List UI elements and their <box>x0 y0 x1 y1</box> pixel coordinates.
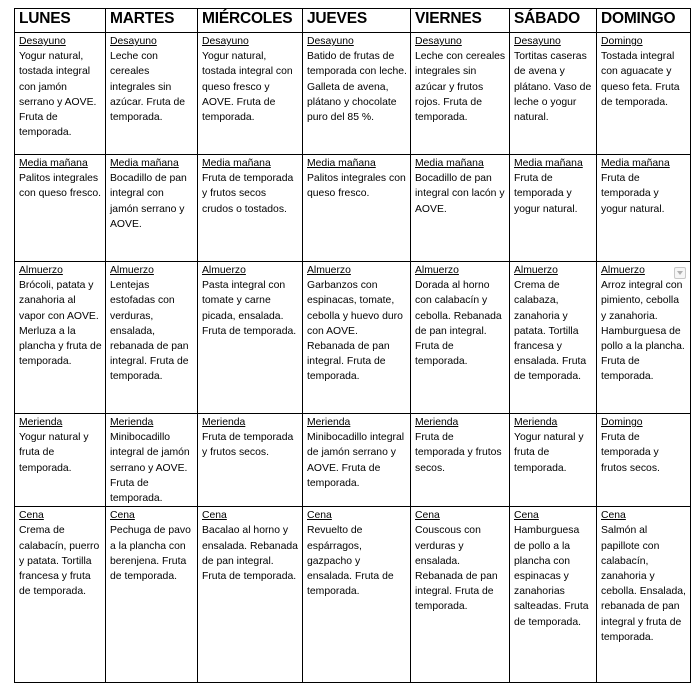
day-header-domingo[interactable]: DOMINGO <box>597 9 691 33</box>
meal-description: Palitos integrales con queso fresco. <box>307 173 406 200</box>
meal-description: Minibocadillo integral de jamón serrano y AOVE. Fruta de temporada. <box>307 432 405 489</box>
menu-cell[interactable] <box>411 33 510 155</box>
meal-description: Bocadillo de pan integral con jamón serrano y AOVE. <box>110 173 187 230</box>
meal-description: Yogur natural, tostada integral con jamón serrano y AOVE. Fruta de temporada. <box>19 51 97 139</box>
menu-cell[interactable] <box>106 33 198 155</box>
meal-description: Palitos integrales con queso fresco. <box>19 173 102 200</box>
menu-cell[interactable] <box>106 507 198 683</box>
meal-label: Almuerzo <box>307 265 351 276</box>
meal-label: Cena <box>514 510 539 522</box>
meal-description: Fruta de temporada y frutos secos crudos o tostados. <box>202 173 294 215</box>
menu-cell[interactable] <box>106 414 198 507</box>
menu-cell[interactable] <box>198 507 303 683</box>
meal-label: Cena <box>601 510 626 522</box>
meal-label: Domingo <box>601 36 643 47</box>
menu-cell[interactable] <box>597 262 691 414</box>
meal-label: Merienda <box>415 417 459 428</box>
menu-cell[interactable] <box>510 507 597 683</box>
menu-cell[interactable] <box>597 155 691 262</box>
meal-label: Desayuno <box>415 36 462 47</box>
menu-cell[interactable] <box>15 414 106 507</box>
meal-row-media-manana <box>15 155 691 262</box>
menu-cell[interactable] <box>303 262 411 414</box>
menu-cell[interactable] <box>198 33 303 155</box>
meal-description: Salmón al papillote con calabacín, zanahoria y cebolla. Ensalada, rebanada de pan integral y fruta de temporada. <box>601 525 686 643</box>
meal-row-cena <box>15 507 691 683</box>
menu-cell[interactable] <box>303 33 411 155</box>
meal-label: Desayuno <box>514 36 561 47</box>
menu-cell[interactable] <box>411 507 510 683</box>
dropdown-arrow-icon[interactable] <box>674 267 686 279</box>
menu-cell[interactable] <box>106 262 198 414</box>
meal-label: Almuerzo <box>415 265 459 276</box>
menu-cell[interactable] <box>597 33 691 155</box>
meal-label: Cena <box>19 510 44 522</box>
meal-label: Almuerzo <box>110 265 154 276</box>
day-header-viernes[interactable]: VIERNES <box>411 9 510 33</box>
menu-cell[interactable] <box>510 155 597 262</box>
meal-description: Bocadillo de pan integral con lacón y AOVE. <box>415 173 505 215</box>
meal-description: Couscous con verduras y ensalada. Rebanada de pan integral. Fruta de temporada. <box>415 525 498 613</box>
meal-label: Desayuno <box>19 36 66 47</box>
meal-description: Minibocadillo integral de jamón serrano y AOVE. Fruta de temporada. <box>110 432 190 505</box>
meal-label: Cena <box>415 510 440 522</box>
menu-cell[interactable] <box>303 155 411 262</box>
meal-label: Desayuno <box>202 36 249 47</box>
meal-label: Merienda <box>202 417 246 428</box>
meal-description: Tortitas caseras de avena y plátano. Vaso de leche o yogur natural. <box>514 51 592 124</box>
meal-label: Desayuno <box>110 36 157 47</box>
meal-label: Media mañana <box>514 158 583 169</box>
menu-cell[interactable] <box>106 155 198 262</box>
meal-label: Media mañana <box>601 158 670 169</box>
menu-cell[interactable] <box>411 262 510 414</box>
menu-cell[interactable] <box>15 262 106 414</box>
menu-cell[interactable] <box>597 414 691 507</box>
menu-cell[interactable] <box>198 414 303 507</box>
menu-cell[interactable] <box>411 414 510 507</box>
meal-description: Yogur natural y fruta de temporada. <box>514 432 584 474</box>
meal-description: Fruta de temporada y yogur natural. <box>601 173 665 215</box>
meal-description: Brócoli, patata y zanahoria al vapor con AOVE. Merluza a la plancha y fruta de temporada. <box>19 280 102 368</box>
meal-label: Almuerzo <box>514 265 558 276</box>
menu-cell[interactable] <box>198 155 303 262</box>
meal-label: Cena <box>307 510 332 522</box>
meal-description: Pechuga de pavo a la plancha con berenjena. Fruta de temporada. <box>110 525 191 583</box>
day-header-martes[interactable]: MARTES <box>106 9 198 33</box>
meal-description: Hamburguesa de pollo a la plancha con espinacas y zanahorias salteadas. Fruta de temporada. <box>514 525 589 628</box>
meal-label: Desayuno <box>307 36 354 47</box>
meal-label: Media mañana <box>110 158 179 169</box>
meal-description: Arroz integral con pimiento, cebolla y zanahoria. Hamburguesa de pollo a la plancha. Fruta de temporada. <box>601 280 685 383</box>
meal-description: Fruta de temporada y frutos secos. <box>415 432 502 474</box>
meal-label: Merienda <box>514 417 558 428</box>
meal-description: Fruta de temporada y yogur natural. <box>514 173 578 215</box>
meal-label: Merienda <box>307 417 351 428</box>
meal-label: Media mañana <box>19 158 88 169</box>
meal-label: Domingo <box>601 417 643 428</box>
meal-description: Fruta de temporada y frutos secos. <box>601 432 660 474</box>
meal-label: Merienda <box>19 417 63 428</box>
meal-label: Almuerzo <box>19 265 63 276</box>
meal-description: Leche con cereales integrales sin azúcar. Fruta de temporada. <box>110 51 186 124</box>
menu-cell[interactable] <box>15 155 106 262</box>
meal-description: Crema de calabaza, zanahoria y patata. Tortilla francesa y ensalada. Fruta de temporada. <box>514 280 587 383</box>
day-header-sabado[interactable]: SÁBADO <box>510 9 597 33</box>
menu-cell[interactable] <box>597 507 691 683</box>
menu-cell[interactable] <box>15 507 106 683</box>
meal-description: Garbanzos con espinacas, tomate, cebolla y huevo duro con AOVE. Rebanada de pan integral. Fruta de temporada. <box>307 280 403 383</box>
meal-row-merienda <box>15 414 691 507</box>
meal-description: Lentejas estofadas con verduras, ensalada, rebanada de pan integral. Fruta de temporada. <box>110 280 189 383</box>
meal-label: Media mañana <box>415 158 484 169</box>
meal-label: Media mañana <box>307 158 376 169</box>
meal-description: Yogur natural y fruta de temporada. <box>19 432 89 474</box>
meal-description: Pasta integral con tomate y carne picada, ensalada. Fruta de temporada. <box>202 280 297 337</box>
meal-description: Bacalao al horno y ensalada. Rebanada de pan integral. Fruta de temporada. <box>202 525 298 583</box>
day-header-lunes[interactable]: LUNES <box>15 9 106 33</box>
meal-description: Fruta de temporada y frutos secos. <box>202 432 294 459</box>
weekly-menu-table <box>14 8 691 683</box>
menu-cell[interactable] <box>510 414 597 507</box>
menu-cell[interactable] <box>15 33 106 155</box>
meal-description: Dorada al horno con calabacín y cebolla. Rebanada de pan integral. Fruta de temporada. <box>415 280 502 368</box>
meal-description: Leche con cereales integrales sin azúcar y frutos rojos. Fruta de temporada. <box>415 51 506 124</box>
meal-label: Merienda <box>110 417 154 428</box>
menu-cell[interactable] <box>303 414 411 507</box>
menu-cell[interactable] <box>510 262 597 414</box>
menu-cell[interactable] <box>411 155 510 262</box>
menu-cell[interactable] <box>198 262 303 414</box>
meal-label: Almuerzo <box>601 265 645 276</box>
meal-description: Crema de calabacín, puerro y patata. Tortilla francesa y fruta de temporada. <box>19 525 100 598</box>
meal-description: Yogur natural, tostada integral con queso fresco y AOVE. Fruta de temporada. <box>202 51 293 124</box>
meal-label: Cena <box>110 510 135 522</box>
meal-description: Revuelto de espárragos, gazpacho y ensalada. Fruta de temporada. <box>307 525 394 598</box>
meal-label: Almuerzo <box>202 265 246 276</box>
menu-cell[interactable] <box>510 33 597 155</box>
menu-cell[interactable] <box>303 507 411 683</box>
meal-row-desayuno <box>15 33 691 155</box>
meal-description: Batido de frutas de temporada con leche. Galleta de avena, plátano y chocolate puro del 85 %. <box>307 51 407 124</box>
meal-row-almuerzo <box>15 262 691 414</box>
meal-label: Media mañana <box>202 158 271 169</box>
meal-label: Cena <box>202 510 227 522</box>
day-header-row <box>15 9 691 33</box>
meal-description: Tostada integral con aguacate y queso feta. Fruta de temporada. <box>601 51 680 108</box>
day-header-miercoles[interactable]: MIÉRCOLES <box>198 9 303 33</box>
day-header-jueves[interactable]: JUEVES <box>303 9 411 33</box>
